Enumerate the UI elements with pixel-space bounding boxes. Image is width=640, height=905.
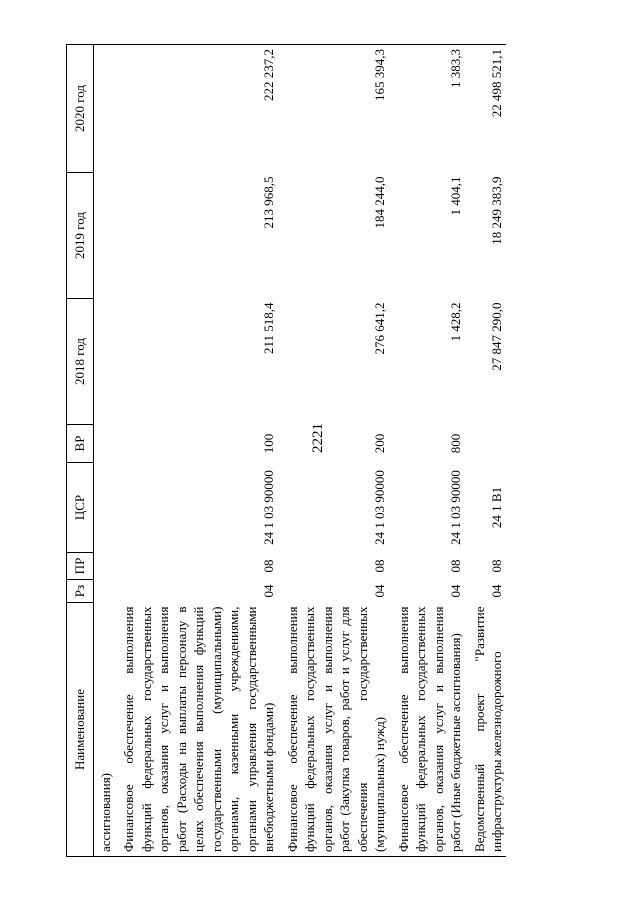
- row-name: Финансовое обеспечение выполнения функций федеральных государственных органов, оказания услуг и выполнения работ (Расходы на выплаты персоналу в целях обеспечения выполнения функций государственными (муниципальными) органами, казенными учреждениями, органами управления государственными внебюджетными фондами): [114, 603, 278, 857]
- row-2018: 27 847 290,0: [489, 302, 504, 371]
- row-rz: 04: [261, 584, 276, 598]
- row-vr: 200: [372, 433, 387, 454]
- page-number: 2221: [310, 423, 326, 453]
- row-2019: 184 244,0: [372, 176, 387, 229]
- row-pr: 08: [372, 559, 387, 573]
- table-row: [114, 45, 278, 857]
- row-rz: 04: [489, 584, 504, 598]
- header-rz: Рз: [67, 580, 94, 603]
- row-pr: 08: [261, 559, 276, 573]
- row-name: Финансовое обеспечение выполнения функций федеральных государственных органов, оказания услуг и выполнения работ (Иные бюджетные ассигнования): [389, 603, 465, 857]
- table-row: [389, 45, 465, 857]
- row-2020: 222 237,2: [114, 45, 278, 173]
- row-pr: 08: [489, 559, 504, 573]
- table-row: [465, 45, 506, 857]
- table-header-row: [67, 45, 94, 857]
- row-2018: 1 428,2: [448, 302, 463, 342]
- table-row: [278, 45, 389, 857]
- row-pr: 08: [448, 559, 463, 573]
- row-2019: 213 968,5: [261, 176, 276, 229]
- row-csr: 24 1 03 90000: [261, 470, 276, 545]
- row-csr: 24 1 03 90000: [448, 470, 463, 545]
- row-2019: 18 249 383,9: [489, 176, 504, 245]
- header-vr: ВР: [67, 425, 94, 463]
- row-name: Ведомственный проект "Развитие инфраструктуры железнодорожного: [465, 603, 506, 857]
- row-vr: [465, 425, 506, 463]
- header-csr: ЦСР: [67, 463, 94, 553]
- row-vr: 800: [448, 433, 463, 454]
- header-2020: 2020 год: [67, 45, 94, 173]
- row-2018: 276 641,2: [372, 302, 387, 355]
- row-name: Финансовое обеспечение выполнения функций федеральных государственных органов, оказания услуг и выполнения работ (Закупка товаров, работ и услуг для обеспечения государственных (муниципальных) нужд): [278, 603, 389, 857]
- row-2020: 165 394,3: [278, 45, 389, 173]
- row-2020: 22 498 521,1: [465, 45, 506, 173]
- budget-sheet: [66, 47, 574, 857]
- row-2020: 1 383,3: [389, 45, 465, 173]
- row-rz: 04: [448, 584, 463, 598]
- budget-table: [66, 44, 506, 857]
- row-csr: 24 1 03 90000: [372, 470, 387, 545]
- header-2019: 2019 год: [67, 173, 94, 299]
- header-2018: 2018 год: [67, 299, 94, 425]
- carryover-text: ассигнования): [94, 603, 115, 857]
- row-2018: 211 518,4: [261, 302, 276, 355]
- row-vr: 100: [261, 433, 276, 454]
- header-name: Наименование: [67, 603, 94, 857]
- row-2019: 1 404,1: [448, 176, 463, 216]
- carryover-row: [94, 45, 115, 857]
- row-rz: 04: [372, 584, 387, 598]
- header-pr: ПР: [67, 553, 94, 580]
- row-csr: 24 1 B1: [489, 486, 504, 529]
